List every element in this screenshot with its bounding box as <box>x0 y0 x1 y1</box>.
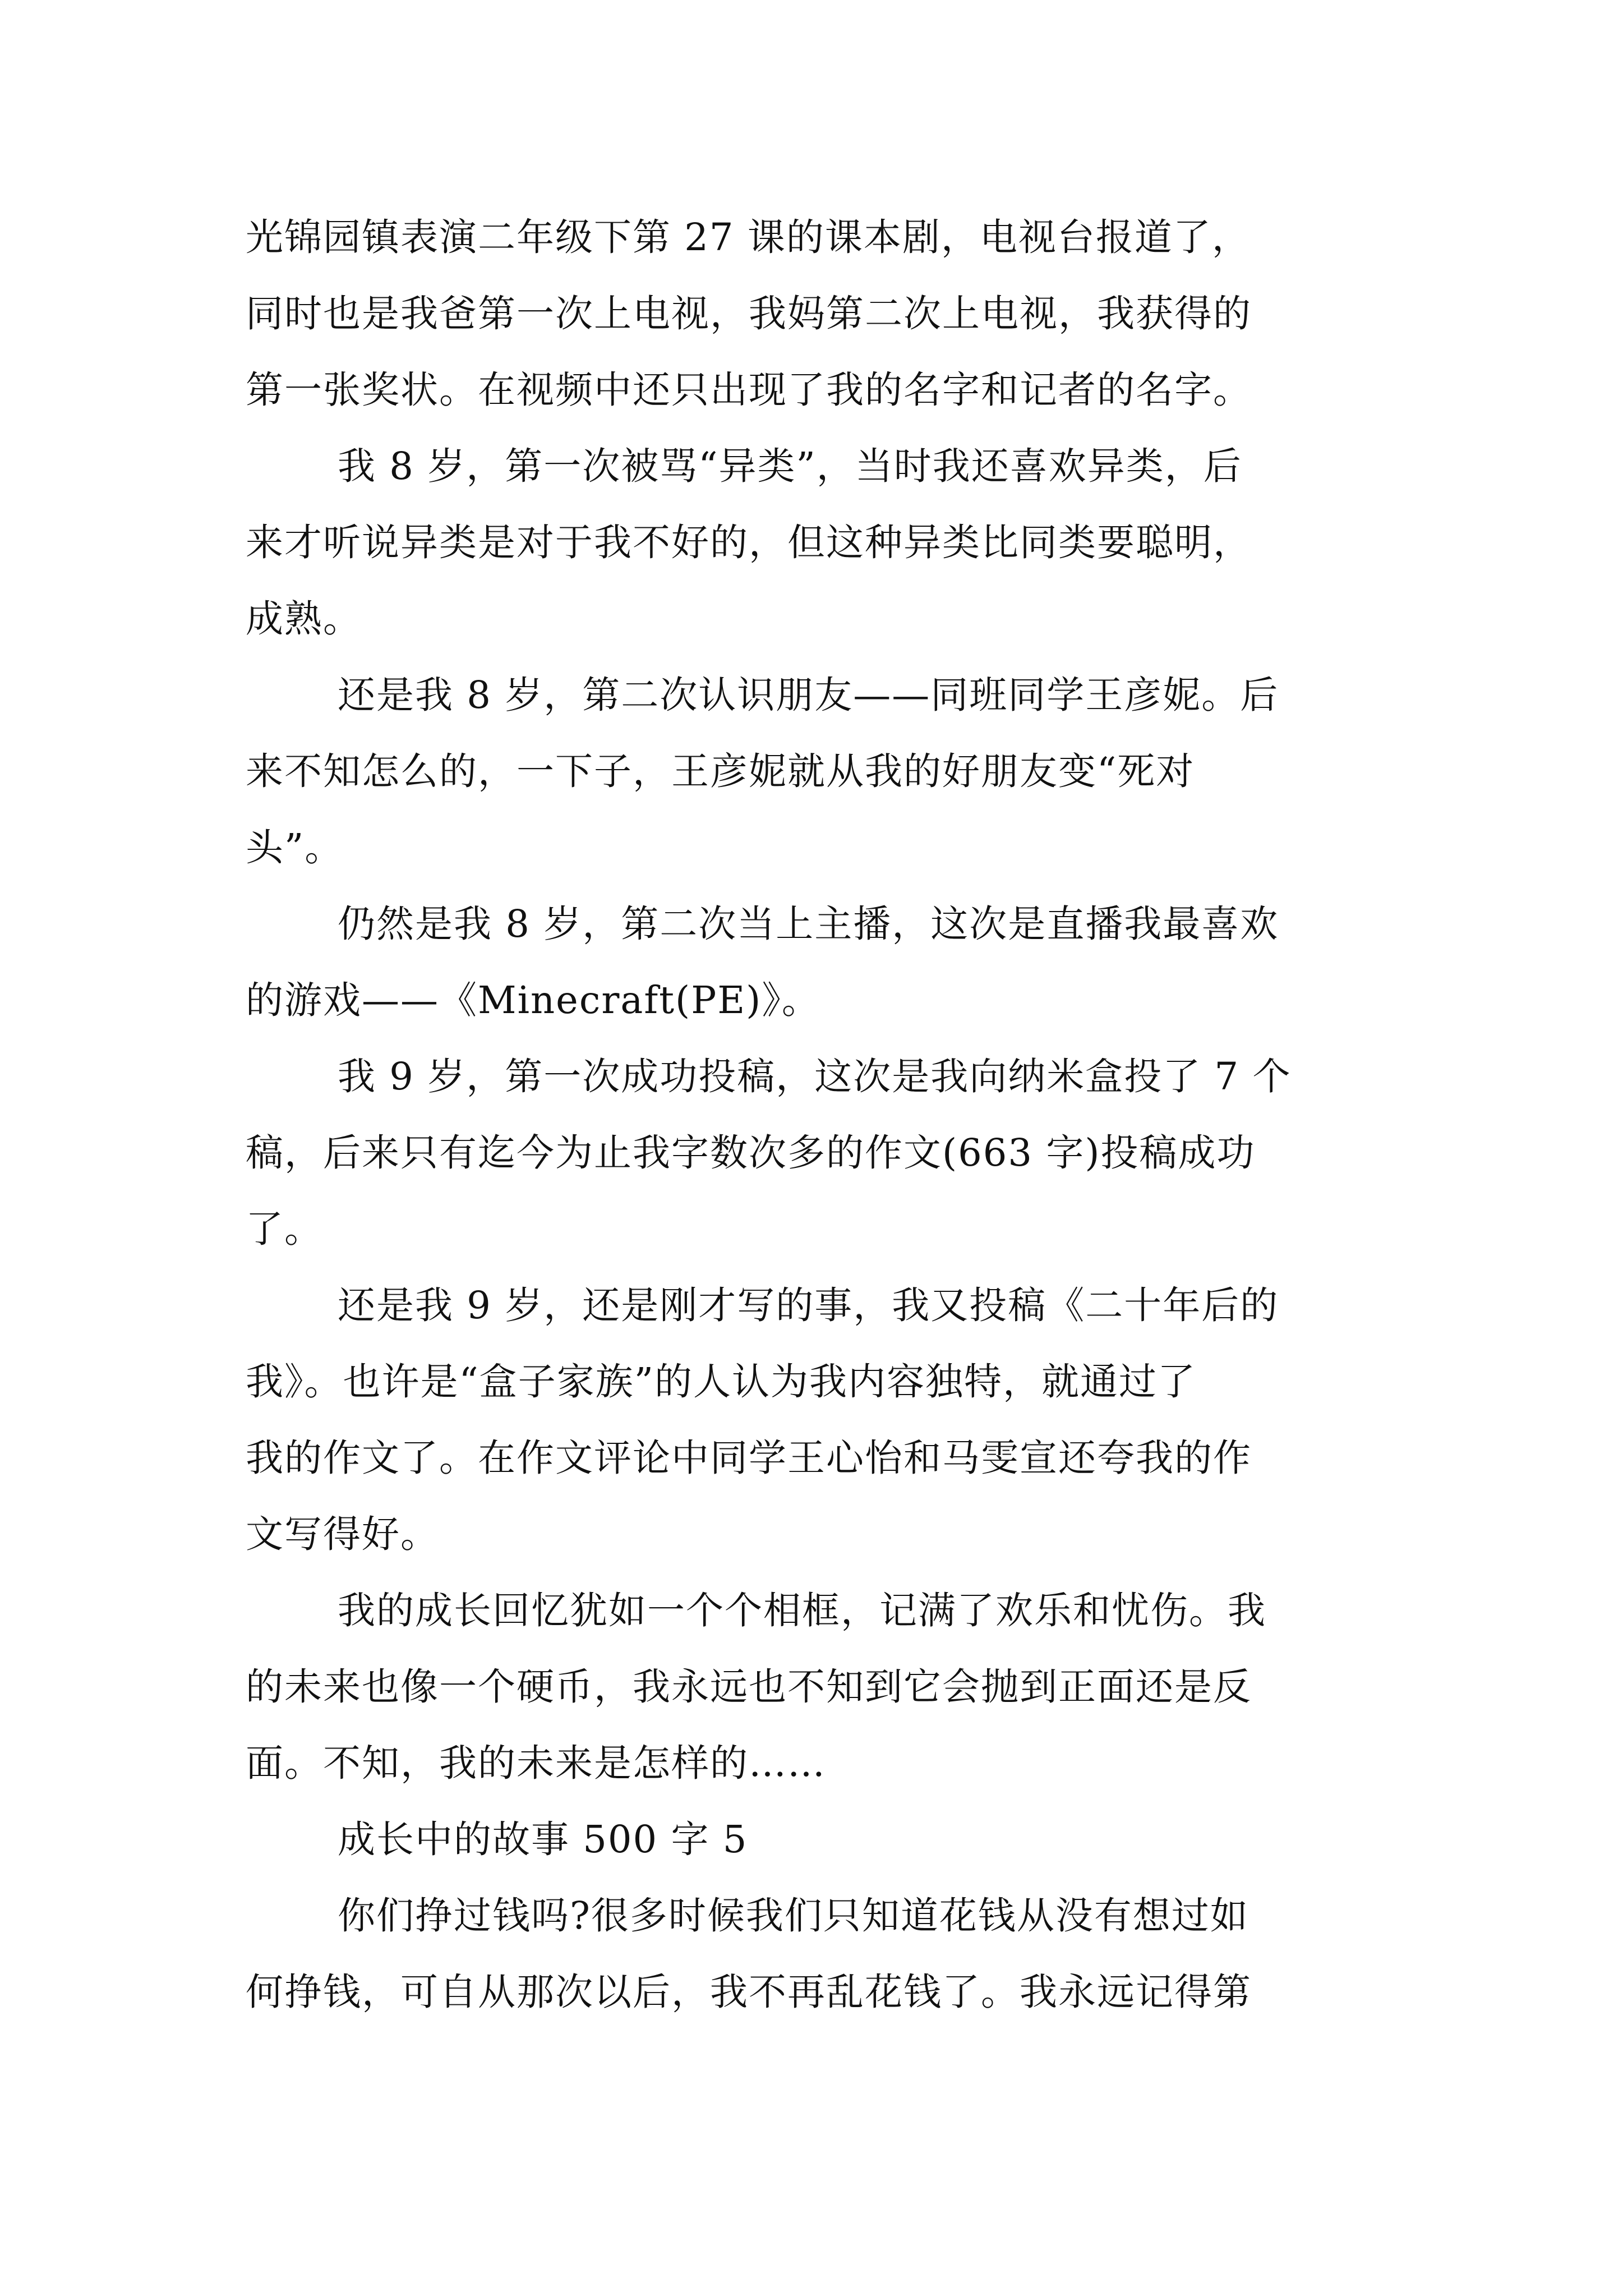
text-line: 我的成长回忆犹如一个个相框，记满了欢乐和忧伤。我 <box>338 1589 1266 1632</box>
text-line: 还是我 8 岁，第二次认识朋友——同班同学王彦妮。后 <box>338 673 1279 717</box>
paragraph <box>246 1572 1384 1801</box>
text-line: 同时也是我爸第一次上电视，我妈第二次上电视，我获得的 <box>246 292 1252 335</box>
paragraph <box>246 199 1384 428</box>
document-body <box>246 199 1384 2030</box>
text-line: 我 9 岁，第一次成功投稿，这次是我向纳米盒投了 7 个 <box>338 1055 1292 1098</box>
text-line: 第一张奖状。在视频中还只出现了我的名字和记者的名字。 <box>246 368 1252 412</box>
text-line: 文写得好。 <box>246 1512 439 1556</box>
paragraph <box>246 886 1384 1038</box>
text-line: 头”。 <box>246 826 344 869</box>
paragraph <box>246 1878 1384 2030</box>
text-line: 来不知怎么的，一下子，王彦妮就从我的好朋友变“死对 <box>246 749 1195 793</box>
text-line: 成熟。 <box>246 597 362 641</box>
text-line: 我》。也许是“盒子家族”的人认为我内容独特，就通过了 <box>246 1360 1197 1404</box>
section-heading <box>246 1801 1384 1878</box>
text-line: 何挣钱，可自从那次以后，我不再乱花钱了。我永远记得第 <box>246 1970 1252 2014</box>
text-line: 我的作文了。在作文评论中同学王心怡和马雯宣还夸我的作 <box>246 1436 1252 1480</box>
paragraph <box>246 1267 1384 1572</box>
text-line: 面。不知，我的未来是怎样的…… <box>246 1741 826 1785</box>
paragraph <box>246 1038 1384 1267</box>
text-line: 的未来也像一个硬币，我永远也不知到它会抛到正面还是反 <box>246 1665 1252 1709</box>
text-line: 光锦园镇表演二年级下第 27 课的课本剧，电视台报道了， <box>246 215 1251 259</box>
paragraph <box>246 657 1384 886</box>
text-line: 了。 <box>246 1207 323 1251</box>
section-heading-text: 成长中的故事 500 字 5 <box>338 1818 748 1861</box>
text-line: 我 8 岁，第一次被骂“异类”，当时我还喜欢异类，后 <box>338 444 1242 488</box>
text-line: 还是我 9 岁，还是刚才写的事，我又投稿《二十年后的 <box>338 1283 1279 1327</box>
text-line: 的游戏——《Minecraft(PE)》。 <box>246 978 820 1022</box>
paragraph <box>246 428 1384 657</box>
text-line: 来才听说异类是对于我不好的，但这种异类比同类要聪明， <box>246 521 1252 564</box>
text-line: 稿，后来只有迄今为止我字数次多的作文(663 字)投稿成功 <box>246 1131 1256 1175</box>
text-line: 仍然是我 8 岁，第二次当上主播，这次是直播我最喜欢 <box>338 902 1279 946</box>
text-line: 你们挣过钱吗?很多时候我们只知道花钱从没有想过如 <box>338 1894 1249 1938</box>
